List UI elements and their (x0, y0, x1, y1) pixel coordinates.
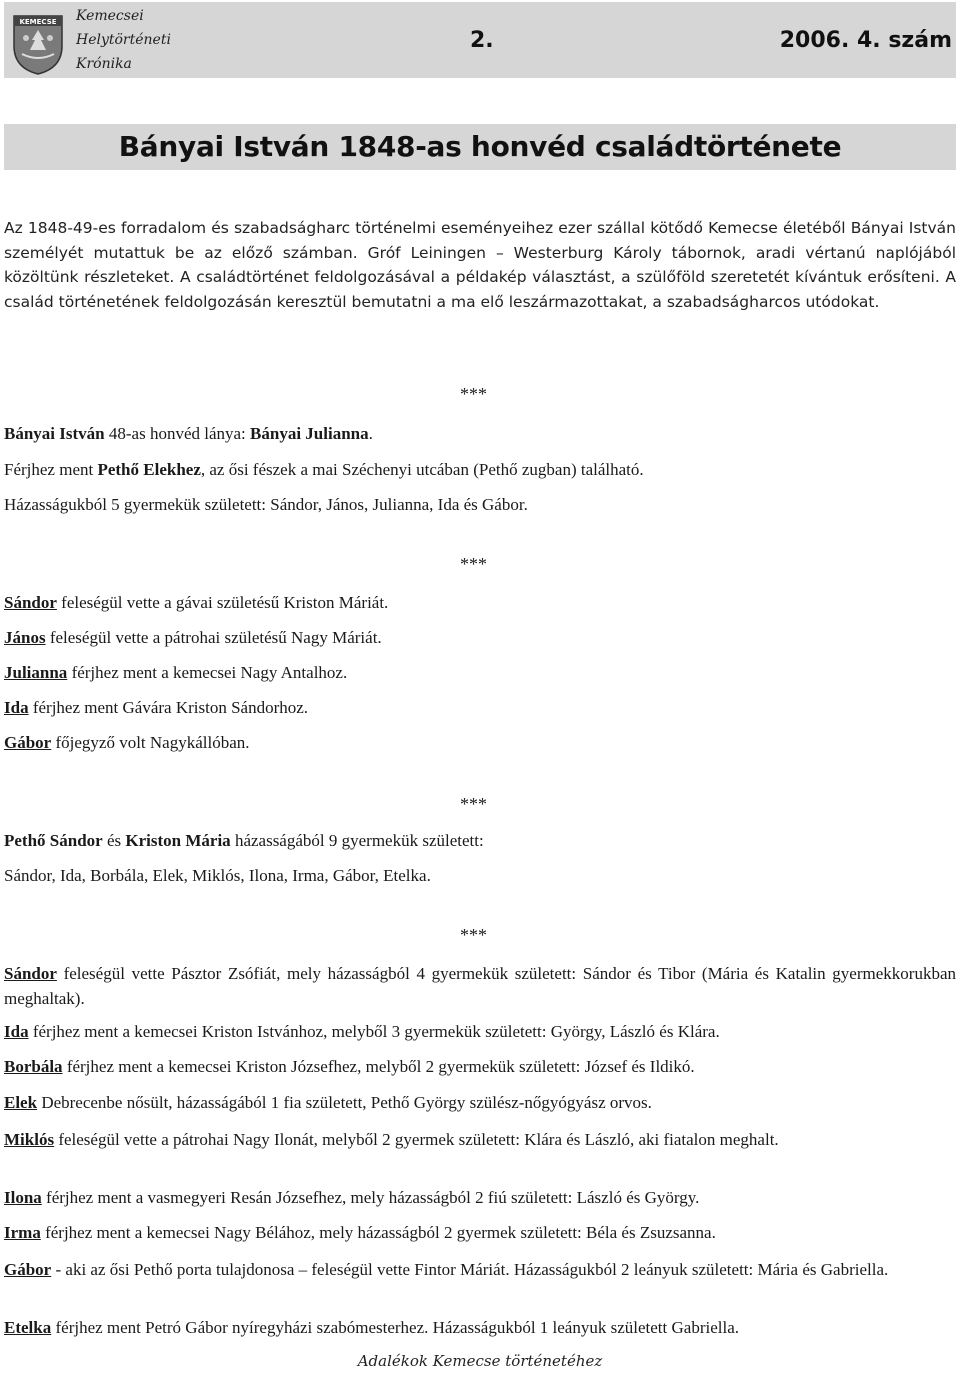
person-bold: Kriston Mária (125, 831, 231, 850)
page-header (0, 0, 960, 84)
text-span: 48-as honvéd lánya: (104, 424, 251, 443)
person-bold: Bányai István (4, 424, 105, 443)
text-span: . (368, 424, 373, 443)
child-text: feleségül vette Pásztor Zsófiát, mely házasságból 4 gyermekük született: Sándor és Tibor (Mária és Katalin gyermekkorukban meghaltak). (4, 964, 956, 1008)
grandchild-line-ida (4, 1022, 956, 1042)
child-text: férjhez ment a kemecsei Kriston Istvánhoz, melyből 3 gyermekük született: György, László és Klára. (28, 1022, 720, 1041)
child-text: főjegyző volt Nagykállóban. (51, 733, 250, 752)
child-name: Sándor (4, 964, 57, 983)
child-name: Ilona (4, 1188, 42, 1207)
child-name: Etelka (4, 1318, 52, 1337)
grandchild-line-borbala (4, 1057, 956, 1077)
grandchild-line-irma (4, 1223, 956, 1243)
kemecse-crest-logo (10, 6, 66, 76)
page-footer: Adalékok Kemecse történetéhez (357, 1352, 603, 1370)
child-text: férjhez ment a kemecsei Nagy Bélához, mely házasságból 2 gyermek született: Béla és Zsuzsanna. (40, 1223, 716, 1242)
person-bold: Bányai Julianna (250, 424, 369, 443)
section1-line-3: Házasságukból 5 gyermekük született: Sándor, János, Julianna, Ida és Gábor. (4, 495, 528, 514)
child-name: János (4, 628, 46, 647)
grandchild-line-etelka (4, 1318, 956, 1338)
section3-line-1 (4, 831, 956, 851)
child-text: férjhez ment a kemecsei Nagy Antalhoz. (67, 663, 348, 682)
child-name: Gábor (4, 733, 52, 752)
issue-number: 2. (470, 28, 494, 53)
child-name: Gábor (4, 1260, 52, 1279)
child-line-sandor (4, 593, 956, 613)
child-name: Sándor (4, 593, 57, 612)
child-name: Irma (4, 1223, 41, 1242)
child-name: Borbála (4, 1057, 63, 1076)
brand-line-1: Kemecsei (76, 8, 144, 24)
child-text: férjhez ment Gávára Kriston Sándorhoz. (28, 698, 309, 717)
person-bold: Pethő Sándor (4, 831, 103, 850)
person-bold: Pethő Elekhez (97, 460, 201, 479)
text-span: Férjhez ment (4, 460, 98, 479)
child-text: feleségül vette a gávai születésű Kriston Máriát. (56, 593, 389, 612)
separator-1: *** (460, 384, 487, 404)
grandchild-line-elek (4, 1093, 956, 1113)
child-name: Miklós (4, 1130, 55, 1149)
child-line-gabor (4, 733, 956, 753)
grandchild-para-miklos (4, 1128, 956, 1153)
logo-text: KEMECSE (19, 18, 57, 26)
child-name: Ida (4, 1022, 29, 1041)
grandchild-para-sandor (4, 962, 956, 1011)
publication-brand (76, 4, 171, 76)
child-text: - aki az ősi Pethő porta tulajdonosa – feleségül vette Fintor Máriát. Házasságukból 2 leányuk született: Mária és Gabriella. (51, 1260, 889, 1279)
child-text: feleségül vette a pátrohai Nagy Ilonát, melyből 2 gyermek született: Klára és László, aki fiatalon meghalt. (54, 1130, 779, 1149)
brand-line-2: Helytörténeti (76, 32, 171, 48)
child-name: Julianna (4, 663, 68, 682)
section1-line-1 (4, 424, 956, 444)
child-text: férjhez ment a vasmegyeri Resán Józsefhez, mely házasságból 2 fiú született: László és György. (41, 1188, 700, 1207)
section3-line-2: Sándor, Ida, Borbála, Elek, Miklós, Ilona, Irma, Gábor, Etelka. (4, 866, 431, 885)
brand-line-3: Krónika (76, 56, 132, 72)
child-name: Elek (4, 1093, 38, 1112)
child-text: férjhez ment a kemecsei Kriston Józsefhez, melyből 2 gyermekük született: József és Ildikó. (62, 1057, 695, 1076)
child-text: feleségül vette a pátrohai születésű Nagy Máriát. (45, 628, 382, 647)
grandchild-para-gabor (4, 1258, 956, 1283)
text-span: , az ősi fészek a mai Széchenyi utcában (Pethő zugban) található. (200, 460, 644, 479)
separator-3: *** (460, 794, 487, 814)
article-title: Bányai István 1848-as honvéd családtörténete (118, 130, 842, 163)
child-text: férjhez ment Petró Gábor nyíregyházi szabómesterhez. Házasságukból 1 leányuk született Gabriella. (51, 1318, 739, 1337)
intro-paragraph: Az 1848-49-es forradalom és szabadságharc történelmi eseményeihez ezer szállal kötődő Kemecse életéből Bányai István személyét mutattuk be az előző számban. Gróf Leiningen – Westerburg Károly tábornok, aradi vértanú naplójából közöltünk részleteket. A családtörténet feldolgozásával a példakép választást, a szülőföld szeretetét kívántuk erősíteni. A család történetének feldolgozásán keresztül bemutatni a ma elő leszármazottakat, a szabadságharcos utódokat. (4, 219, 956, 311)
child-line-janos (4, 628, 956, 648)
text-span: házasságából 9 gyermekük született: (230, 831, 484, 850)
separator-2: *** (460, 554, 487, 574)
text-span: és (102, 831, 126, 850)
child-name: Ida (4, 698, 29, 717)
issue-date: 2006. 4. szám (779, 28, 952, 53)
grandchild-line-ilona (4, 1188, 956, 1208)
child-line-ida (4, 698, 956, 718)
child-line-julianna (4, 663, 956, 683)
separator-4: *** (460, 925, 487, 945)
child-text: Debrecenbe nősült, házasságából 1 fia született, Pethő György szülész-nőgyógyász orvos. (37, 1093, 652, 1112)
section1-line-2 (4, 460, 956, 480)
